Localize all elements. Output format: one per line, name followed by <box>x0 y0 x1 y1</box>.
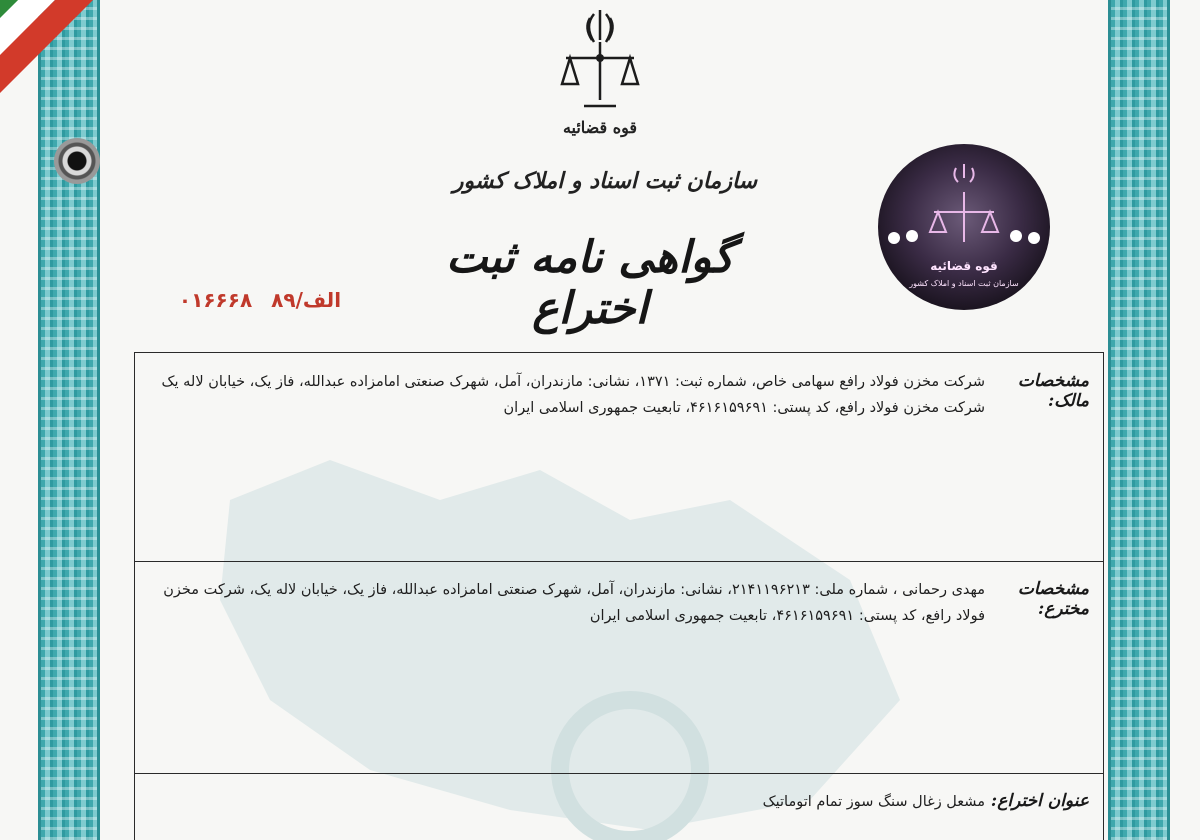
owner-row <box>135 353 1103 562</box>
owner-details: شرکت مخزن فولاد رافع سهامی خاص، شماره ثبت: ۱۳۷۱، نشانی: مازندران، آمل، شهرک صنعتی امامزاده عبدالله، فاز یک، خیابان لاله یک شرکت مخزن فولاد رافع، کد پستی: ۴۶۱۶۱۵۹۶۹۱، تابعیت جمهوری اسلامی ایران <box>161 374 985 416</box>
serial-value: ۰۱۶۶۶۸ <box>178 288 253 312</box>
seal-text-organization: سازمان ثبت اسناد و املاک کشور <box>909 279 1019 288</box>
invention-title-label: عنوان اختراع: <box>990 791 1089 811</box>
left-decorative-border <box>38 0 100 840</box>
judiciary-scales-emblem-icon <box>556 6 644 118</box>
organization-name: سازمان ثبت اسناد و املاک کشور <box>452 168 758 194</box>
seal-text-judiciary: قوه قضائیه <box>930 259 998 273</box>
invention-title-value: مشعل زغال سنگ سوز تمام اتوماتیک <box>762 794 985 810</box>
serial-number <box>140 288 380 312</box>
serial-series: الف/۸۹ <box>271 288 342 312</box>
grommet-icon <box>54 138 100 184</box>
inventor-row <box>135 561 1103 774</box>
certificate-details-table <box>134 352 1104 840</box>
right-decorative-border <box>1108 0 1170 840</box>
inventor-details: مهدی رحمانی ، شماره ملی: ۲۱۴۱۱۹۶۲۱۳، نشانی: مازندران، آمل، شهرک صنعتی امامزاده عبدالله، فاز یک، خیابان لاله یک، شرکت مخزن فولاد رافع، کد پستی: ۴۶۱۶۱۵۹۶۹۱، تابعیت جمهوری اسلامی ایران <box>163 582 985 624</box>
certificate-title: گواهی نامه ثبت اختراع <box>446 232 734 334</box>
judiciary-name: قوه قضائیه <box>562 118 638 137</box>
owner-label: مشخصات مالک: <box>1017 371 1089 411</box>
inventor-label: مشخصات مخترع: <box>1017 579 1089 619</box>
invention-title-row <box>135 773 1103 840</box>
judiciary-hologram-seal <box>876 142 1052 312</box>
